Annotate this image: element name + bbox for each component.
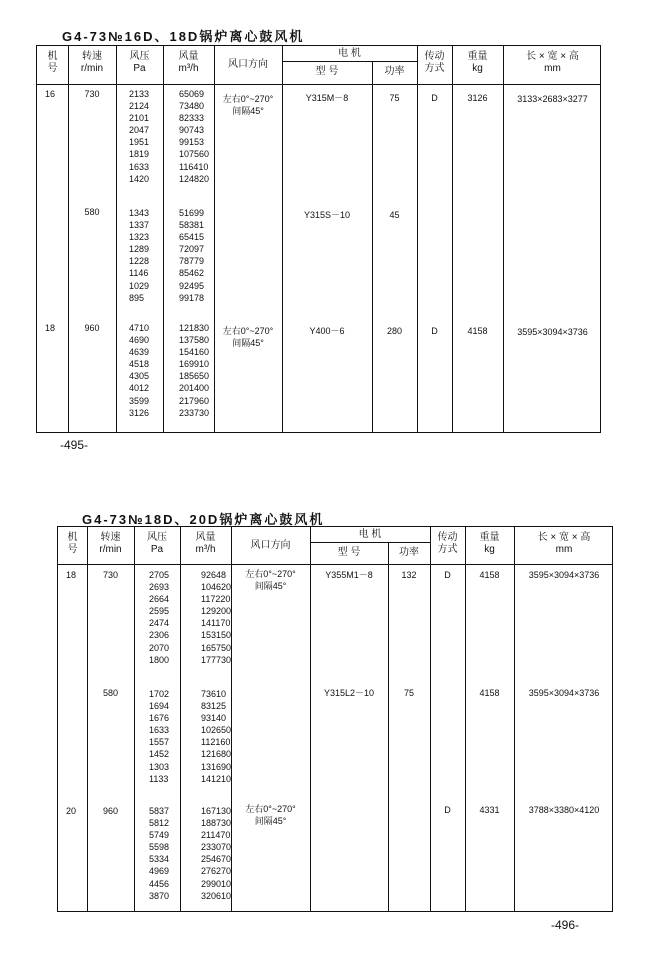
header-motor: 电 机	[338, 48, 361, 59]
direction: 左右0°~270° 间隔45°	[222, 326, 274, 349]
drive-type: D	[431, 93, 438, 103]
pressure-value: 2306	[149, 630, 170, 641]
header-flow: 风量 m³/h	[178, 51, 199, 74]
pressure-value: 1633	[129, 161, 150, 172]
pressure-value: 5598	[149, 842, 170, 853]
fan-table	[57, 526, 613, 912]
flow-value: 185650	[179, 371, 210, 382]
motor-model: Y400－6	[309, 326, 345, 336]
speed: 580	[84, 207, 100, 217]
pressure-list	[149, 569, 169, 666]
header-direction: 风口方向	[250, 540, 291, 551]
pressure-value: 4690	[129, 335, 150, 346]
pressure-value: 1452	[149, 749, 170, 760]
speed: 580	[102, 688, 119, 698]
pressure-value: 2705	[149, 570, 170, 580]
pressure-value: 895	[129, 292, 145, 303]
flow-value: 153150	[201, 630, 232, 641]
flow-value: 83125	[201, 701, 227, 712]
header-power: 功率	[384, 66, 405, 77]
pressure-value: 1633	[149, 725, 170, 736]
flow-value: 233730	[179, 407, 210, 418]
page-title: G4-73№16D、18D锅炉离心鼓风机	[62, 29, 305, 44]
pressure-value: 1146	[129, 268, 149, 279]
weight: 3126	[467, 93, 488, 103]
header-drive: 传动 方式	[437, 532, 458, 555]
flow-value: 121830	[179, 323, 210, 333]
flow-value: 85462	[179, 268, 205, 279]
header-drive: 传动 方式	[424, 51, 445, 74]
motor-model: Y315M－8	[305, 93, 349, 103]
flow-value: 65069	[179, 89, 205, 99]
pressure-value: 3599	[129, 395, 150, 406]
pressure-list	[129, 207, 149, 304]
header-direction: 风口方向	[228, 59, 268, 70]
motor-power: 45	[389, 210, 400, 220]
motor-power: 132	[401, 570, 417, 580]
flow-value: 129200	[201, 606, 232, 617]
speed: 730	[102, 570, 119, 580]
fan-table	[36, 45, 601, 433]
direction: 左右0°~270° 间隔45°	[222, 94, 274, 117]
flow-value: 73610	[201, 689, 227, 699]
pressure-list	[129, 322, 149, 419]
header-dimensions: 长 × 宽 × 高 mm	[526, 51, 579, 74]
motor-power: 75	[403, 688, 414, 698]
machine-no: 20	[66, 806, 77, 816]
pressure-value: 5812	[149, 818, 170, 829]
pressure-value: 2474	[149, 618, 170, 629]
flow-value: 107560	[179, 149, 210, 160]
flow-value: 82333	[179, 113, 205, 124]
header-weight: 重量 kg	[467, 51, 488, 74]
flow-list	[201, 688, 231, 785]
header-dimensions: 长 × 宽 × 高 mm	[537, 532, 591, 555]
flow-value: 131690	[201, 761, 232, 772]
flow-value: 72097	[179, 244, 205, 255]
speed: 960	[84, 323, 100, 333]
pressure-value: 1343	[129, 208, 150, 218]
flow-value: 65415	[179, 232, 205, 243]
dimensions: 3788×3380×4120	[528, 805, 600, 815]
pressure-value: 1337	[129, 220, 150, 231]
flow-value: 124820	[179, 173, 210, 184]
header-model: 型 号	[337, 547, 361, 558]
flow-value: 254670	[201, 854, 232, 865]
dimensions: 3595×3094×3736	[528, 688, 600, 698]
pressure-value: 1676	[149, 713, 170, 724]
pressure-value: 1228	[129, 256, 150, 267]
header-power: 功率	[399, 547, 419, 558]
header-flow: 风量 m³/h	[195, 532, 216, 555]
header-weight: 重量 kg	[479, 532, 500, 555]
page-number: -495-	[60, 438, 89, 452]
weight: 4331	[479, 805, 500, 815]
pressure-value: 1951	[129, 137, 150, 148]
drive-type: D	[444, 805, 451, 815]
pressure-list	[149, 688, 169, 785]
flow-value: 141170	[201, 618, 231, 629]
flow-list	[179, 88, 209, 185]
pressure-value: 1029	[129, 280, 150, 291]
header-speed: 转速 r/min	[80, 51, 104, 74]
flow-value: 112160	[201, 737, 231, 748]
flow-value: 177730	[201, 654, 232, 665]
motor-power: 280	[386, 326, 403, 336]
flow-value: 211470	[201, 830, 231, 841]
pressure-value: 1133	[149, 773, 169, 784]
machine-no: 18	[66, 570, 77, 580]
pressure-value: 4305	[129, 371, 150, 382]
flow-list	[201, 805, 231, 902]
page-title: G4-73№18D、20D锅炉离心鼓风机	[82, 512, 325, 527]
motor-model: Y315L2－10	[323, 688, 375, 698]
weight: 4158	[467, 326, 488, 336]
pressure-value: 4969	[149, 866, 170, 877]
pressure-value: 2101	[129, 113, 150, 124]
pressure-value: 2664	[149, 594, 170, 605]
speed: 960	[102, 806, 119, 816]
flow-value: 99153	[179, 137, 205, 148]
flow-value: 233070	[201, 842, 232, 853]
pressure-value: 3870	[149, 890, 170, 901]
dimensions: 3133×2683×3277	[517, 94, 588, 104]
pressure-value: 4518	[129, 359, 150, 370]
flow-list	[201, 569, 231, 666]
speed: 730	[84, 89, 100, 99]
flow-value: 117220	[201, 594, 231, 605]
page-number: -496-	[551, 918, 580, 932]
flow-value: 116410	[179, 161, 209, 172]
flow-value: 154160	[179, 347, 210, 358]
flow-value: 73480	[179, 101, 205, 112]
pressure-value: 1819	[129, 149, 150, 160]
flow-value: 201400	[179, 383, 210, 394]
pressure-value: 2047	[129, 125, 150, 136]
flow-value: 102650	[201, 725, 232, 736]
drive-type: D	[431, 326, 438, 336]
header-pressure: 风压 Pa	[129, 51, 150, 74]
flow-value: 90743	[179, 125, 205, 136]
pressure-value: 1420	[129, 173, 150, 184]
flow-value: 93140	[201, 713, 227, 724]
flow-value: 167130	[201, 806, 232, 816]
machine-no: 16	[45, 89, 56, 99]
header-machine-no: 机 号	[67, 532, 78, 555]
pressure-value: 1323	[129, 232, 150, 243]
flow-value: 188730	[201, 818, 232, 829]
flow-value: 320610	[201, 890, 232, 901]
pressure-value: 2124	[129, 101, 150, 112]
pressure-list	[149, 805, 169, 902]
flow-value: 92648	[201, 570, 227, 580]
pressure-value: 1303	[149, 761, 170, 772]
flow-value: 78779	[179, 256, 205, 267]
direction: 左右0°~270° 间隔45°	[245, 804, 296, 827]
header-motor: 电 机	[358, 529, 382, 540]
drive-type: D	[444, 570, 451, 580]
pressure-value: 4710	[129, 323, 150, 333]
flow-value: 99178	[179, 292, 205, 303]
flow-value: 104620	[201, 582, 232, 593]
pressure-value: 3126	[129, 407, 150, 418]
pressure-value: 2070	[149, 642, 170, 653]
pressure-value: 1694	[149, 701, 170, 712]
flow-value: 92495	[179, 280, 205, 291]
flow-value: 51699	[179, 208, 205, 218]
flow-list	[179, 207, 204, 304]
pressure-value: 5334	[149, 854, 170, 865]
pressure-value: 2595	[149, 606, 170, 617]
weight: 4158	[479, 688, 500, 698]
pressure-value: 4639	[129, 347, 150, 358]
flow-value: 299010	[201, 878, 232, 889]
flow-value: 165750	[201, 642, 232, 653]
flow-value: 276270	[201, 866, 232, 877]
pressure-value: 4456	[149, 878, 170, 889]
pressure-value: 5837	[149, 806, 170, 816]
weight: 4158	[479, 570, 500, 580]
pressure-list	[129, 88, 149, 185]
motor-power: 75	[389, 93, 400, 103]
header-model: 型 号	[315, 66, 339, 77]
dimensions: 3595×3094×3736	[528, 570, 600, 580]
pressure-value: 4012	[129, 383, 150, 394]
direction: 左右0°~270° 间隔45°	[245, 569, 296, 592]
motor-model: Y355M1－8	[325, 570, 373, 580]
pressure-value: 1289	[129, 244, 150, 255]
pressure-value: 2693	[149, 582, 170, 593]
flow-value: 169910	[179, 359, 210, 370]
header-machine-no: 机 号	[47, 51, 58, 74]
flow-value: 121680	[201, 749, 232, 760]
pressure-value: 1702	[149, 689, 170, 699]
flow-value: 137580	[179, 335, 210, 346]
pressure-value: 5749	[149, 830, 170, 841]
header-speed: 转速 r/min	[99, 532, 122, 555]
machine-no: 18	[45, 323, 56, 333]
dimensions: 3595×3094×3736	[517, 327, 588, 337]
pressure-value: 2133	[129, 89, 150, 99]
pressure-value: 1557	[149, 737, 170, 748]
pressure-value: 1800	[149, 654, 170, 665]
flow-value: 141210	[201, 773, 232, 784]
flow-list	[179, 322, 209, 419]
motor-model: Y315S－10	[303, 210, 351, 220]
flow-value: 58381	[179, 220, 205, 231]
flow-value: 217960	[179, 395, 210, 406]
header-pressure: 风压 Pa	[147, 532, 167, 555]
